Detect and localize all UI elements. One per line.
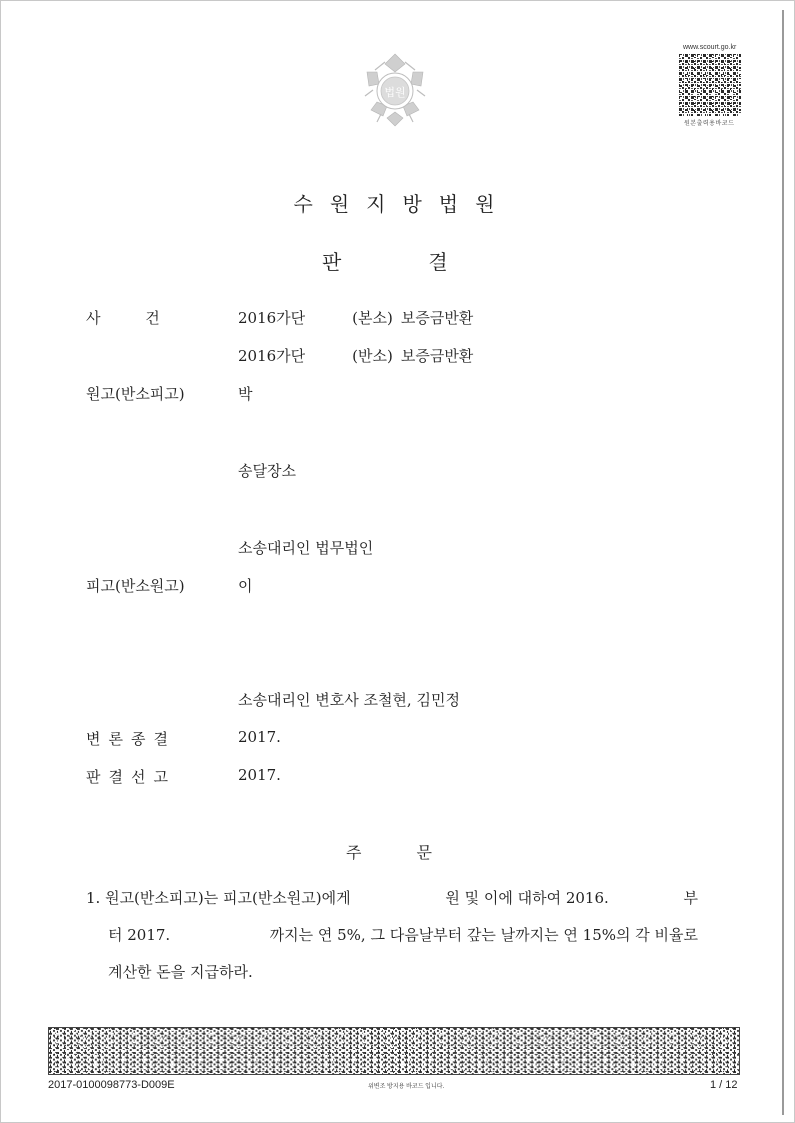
footer-barcode-icon (48, 1027, 740, 1075)
plaintiff-address-label: 송달장소 (238, 462, 296, 480)
order-line-2a: 터 2017. (108, 926, 171, 944)
title-part-1: 판 (322, 250, 342, 274)
case-desc-2: 보증금반환 (400, 347, 474, 365)
order-heading-2: 문 (416, 843, 432, 862)
order-line-2 (86, 917, 698, 954)
defendant-label: 피고(반소원고) (86, 577, 185, 595)
qr-code-icon (679, 54, 741, 116)
closing-label: 변론종결 (86, 730, 176, 748)
case-no-2: 2016가단 (238, 347, 306, 365)
order-heading-1: 주 (346, 843, 362, 862)
barcode-notice: 위변조 방지용 바코드 입니다. (368, 1084, 445, 1090)
case-line-2 (238, 345, 473, 366)
order-heading (346, 840, 432, 863)
order-line-1c: 부 (683, 889, 698, 907)
emblem-text: 법원 (384, 86, 406, 99)
defendant-counsel: 소송대리인 변호사 조철현, 김민정 (238, 691, 460, 709)
defendant-name: 이 (238, 577, 253, 595)
case-type-2: (반소) (352, 347, 393, 365)
margin-rule (782, 10, 784, 1115)
order-line-3: 계산한 돈을 지급하라. (108, 963, 253, 981)
ruling-label: 판결선고 (86, 768, 176, 786)
order-body (86, 880, 698, 991)
qr-caption: 원본출력용바코드 (684, 121, 735, 127)
case-type-1: (본소) (352, 309, 393, 327)
title-part-2: 결 (428, 250, 448, 274)
plaintiff-label: 원고(반소피고) (86, 385, 185, 403)
document-id: 2017-0100098773-D009E (48, 1079, 175, 1091)
case-desc-1: 보증금반환 (400, 309, 474, 327)
case-line-1 (238, 307, 473, 328)
document-title (322, 246, 448, 275)
order-line-3 (86, 954, 698, 991)
page-number: 1 / 12 (710, 1079, 738, 1091)
case-label: 사 건 (86, 309, 160, 327)
court-name: 수원지방법원 (293, 192, 512, 216)
court-emblem-icon (355, 50, 435, 130)
plaintiff-name: 박 (238, 385, 253, 403)
closing-value: 2017. (238, 728, 281, 746)
order-line-1b: 원 및 이에 대하여 2016. (445, 889, 609, 907)
order-line-1a: 1. 원고(반소피고)는 피고(반소원고)에게 (86, 889, 351, 907)
case-no-1: 2016가단 (238, 309, 306, 327)
order-line-2b: 까지는 연 5%, 그 다음날부터 갚는 날까지는 연 15%의 각 비율로 (269, 926, 698, 944)
order-line-1 (86, 880, 698, 917)
plaintiff-counsel: 소송대리인 법무법인 (238, 539, 374, 557)
ruling-value: 2017. (238, 766, 281, 784)
qr-url: www.scourt.go.kr (683, 44, 737, 51)
